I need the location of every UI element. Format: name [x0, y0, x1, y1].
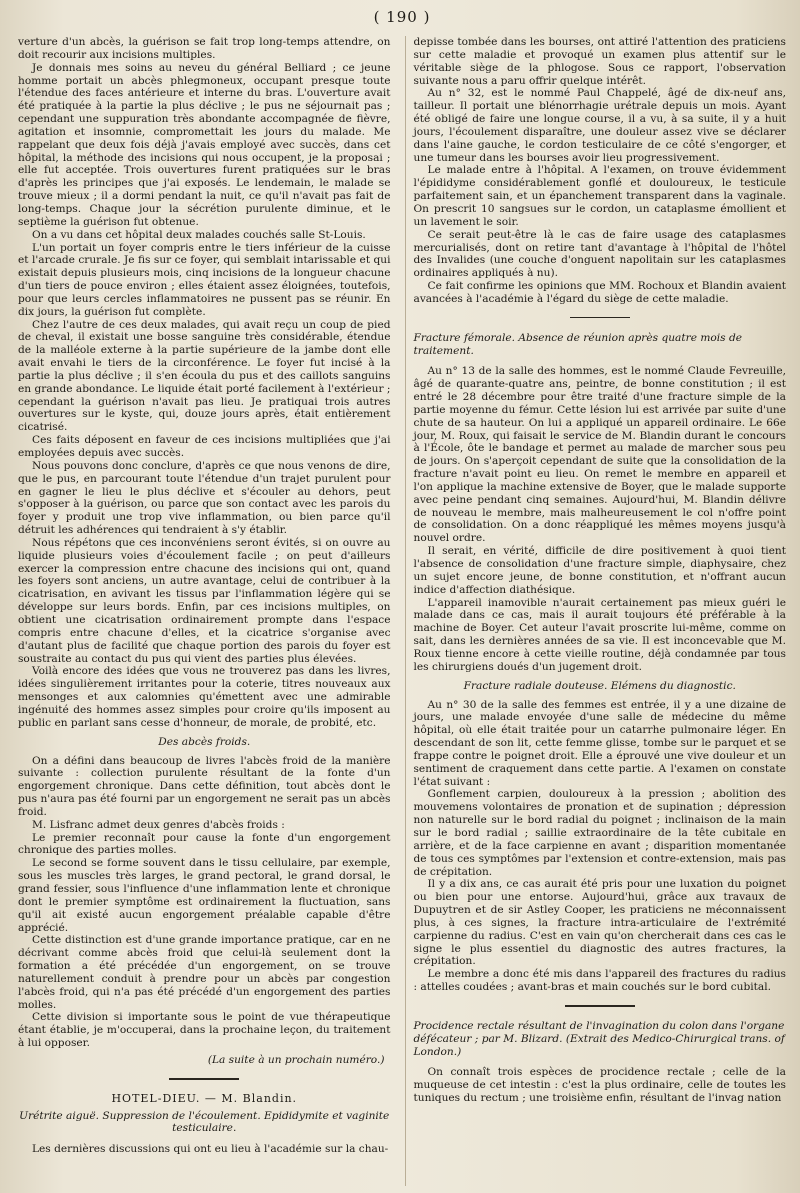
paragraph: Cette distinction est d'une grande importance pratique, car en ne décrivant comme abcès froid que celui-là seulement dont la formation a été précédée d'un engorgement, on se trouve naturellement conduit à prendre pour un abcès par congestion l'abcès froid, qui n'a pas été précédé d'un engorgement des parties molles. [18, 934, 391, 1011]
left-column [18, 36, 391, 1186]
paragraph: Ce serait peut-être là le cas de faire usage des cataplasmes mercurialisés, dont on retire tant d'avantage à l'hôpital de l'hôtel des Invalides (une couche d'onguent napolitain sur les cataplasmes ordinaires appliqués à nu). [413, 228, 786, 280]
paragraph: L'un portait un foyer compris entre le tiers inférieur de la cuisse et l'arcade crurale. Je fis sur ce foyer, qui semblait intarissable et qui existait depuis plusieurs mois, cinq incisions de la longueur chacune d'un tiers de pouce environ ; elles étaient assez éloignées, toutefois, pour que leurs cercles inflammatoires ne pussent pas se réunir. En dix jours, la guérison fut complète. [18, 241, 391, 318]
paragraph: Chez l'autre de ces deux malades, qui avait reçu un coup de pied de cheval, il existait une bosse sanguine très considérable, étendue de la malléole externe à la partie supérieure de la jambe dont elle avait envahi le tiers de la circonférence. Le foyer fut incisé à la partie la plus déclive ; il s'en écoula du pus et des caillots sanguins en grande abondance. Le liquide était porté facilement à l'extérieur ; cependant la guérison n'avait pas lieu. Je pratiquai trois autres ouvertures sur le kyste, qui, douze jours après, était entièrement cicatrisé. [18, 318, 391, 434]
separator-rule [18, 1075, 391, 1083]
article-subtitle: Urétrite aiguë. Suppression de l'écoulement. Epididymite et vaginite testiculaire. [19, 1109, 390, 1135]
page-header [18, 6, 786, 36]
paragraph: Le premier reconnaît pour cause la fonte d'un engorgement chronique des parties molles. [18, 831, 391, 857]
page-number: ( 190 ) [373, 8, 431, 26]
continuation-note: (La suite à un prochain numéro.) [207, 1053, 385, 1066]
paragraph: Il y a dix ans, ce cas aurait été pris pour une luxation du poignet ou bien pour une entorse. Aujourd'hui, grâce aux travaux de Dupuytren et de sir Astley Cooper, les praticiens ne méconnaissent plus, à ces signes, la fracture intra-articulaire de l'extrémité carpienne du radius. C'est en vain qu'on chercherait dans ces cas le signe le plus essentiel du diagnostic des autres fractures, la crépitation. [413, 878, 786, 968]
paragraph: Nous pouvons donc conclure, d'après ce que nous venons de dire, que le pus, en parcourant toute l'étendue d'un trajet purulent pour en gagner le lieu le plus déclive et s'écouler au dehors, peut s'opposer à la guérison, ou parce que son contact avec les parois du foyer y produit une trop vive inflammation, ou bien parce qu'il détruit les adhérences qui tendraient à s'y établir. [18, 459, 391, 537]
section-heading: Des abcès froids. [158, 735, 251, 748]
paragraph: Ces faits déposent en faveur de ces incisions multipliées que j'ai employées depuis avec succès. [18, 434, 391, 459]
paragraph: Le membre a donc été mis dans l'appareil des fractures du radius : attelles coudées ; avant-bras et main couchés sur le bord cubital. [413, 968, 786, 994]
paragraph: Je donnais mes soins au neveu du général Belliard ; ce jeune homme portait un abcès phlegmoneux, occupant presque toute l'étendue des faces antérieure et interne du bras. L'ouverture avait été pratiquée à la partie la plus déclive ; le pus ne séjournait pas ; cependant une suppuration très abondante accompagnée de fièvre, agitation et insomnie, compromettait les jours du malade. Me rappelant que deux fois déjà j'avais employé avec succès, dans cet hôpital, la méthode des incisions qui nous occupent, je la proposai ; elle fut acceptée. Trois ouvertures furent pratiquées sur le bras d'après les principes que j'ai exposés. Le lendemain, le malade se trouve mieux ; il a dormi pendant la nuit, ce qu'il n'avait pas fait de long-temps. Chaque jour la sécrétion purulente diminue, et le septième la guérison fut obtenue. [18, 61, 391, 228]
paragraph: L'appareil inamovible n'aurait certainement pas mieux guéri le malade dans ce cas, mais il aurait toujours été préférable à la machine de Boyer. Cet auteur l'avait proscrite lui-même, comme on sait, dans les dernières années de sa vie. Il est inconcevable que M. Roux tienne encore à cette vieille routine, déjà condamnée par tous les chirurgiens doués d'un jugement droit. [413, 596, 786, 673]
paragraph: Gonflement carpien, douloureux à la pression ; abolition des mouvemens volontaires de pronation et de supination ; dépression non naturelle sur le bord radial du poignet ; inclinaison de la main sur le bord radial ; saillie extraordinaire de la tête cubitale en arrière, et de la face carpienne en avant ; disparition momentanée de tous ces symptômes par l'extension et contre-extension, mais pas de crépitation. [413, 788, 786, 878]
right-column [405, 36, 787, 1186]
article-title: Fracture radiale douteuse. Elémens du diagnostic. [463, 679, 736, 692]
separator-rule [414, 314, 787, 322]
paragraph: On a vu dans cet hôpital deux malades couchés salle St-Louis. [32, 228, 366, 241]
paragraph: Il serait, en vérité, difficile de dire positivement à quoi tient l'absence de consolidation d'une fracture simple, diaphysaire, chez un sujet encore jeune, de bonne constitution, et n'offrant aucun indice d'affection diathésique. [413, 545, 786, 596]
paragraph: Les dernières discussions qui ont eu lieu à l'académie sur la chau- [32, 1143, 389, 1156]
paragraph: Le malade entre à l'hôpital. A l'examen, on trouve évidemment l'épididyme considérablement gonflé et douloureux, le testicule parfaitement sain, et un épanchement transparent dans la vaginale. On prescrit 10 sangsues sur le cordon, un cataplasme émollient et un lavement le soir. [413, 164, 786, 228]
paragraph: On a défini dans beaucoup de livres l'abcès froid de la manière suivante : collection purulente résultant de la fonte d'un engorgement chronique. Dans cette définition, tout abcès dont le pus n'aura pas été fourni par un engorgement ne serait pas un abcès froid. [18, 754, 391, 818]
article-title: Fracture fémorale. Absence de réunion après quatre mois de traitement. [413, 331, 742, 357]
paragraph: Voilà encore des idées que vous ne trouverez pas dans les livres, idées singulièrement irritantes pour la coterie, titres nouveaux aux mensonges et aux calomnies qu'émettent avec une admirable ingénuité des hommes assez simples pour croire qu'ils imposent au public en parlant sans cesse d'honneur, de morale, de probité, etc. [18, 665, 391, 729]
paragraph: Nous répétons que ces inconvéniens seront évités, si on ouvre au liquide plusieurs voies d'écoulement facile ; on peut d'ailleurs exercer la compression entre chacune des incisions qui ont, quand les foyers sont anciens, un autre avantage, celui de contribuer à la cicatrisation, en avivant les tissus par l'inflammation légère qui se développe sur leurs bords. Enfin, par ces incisions multiples, on obtient une cicatrisation ordinairement prompte dans l'espace compris entre chacune d'elles, et la cicatrice s'organise avec d'autant plus de facilité que chaque portion des parois du foyer est soustraite au contact du pus qui vient des parties plus élevées. [18, 536, 391, 665]
paragraph: Au n° 30 de la salle des femmes est entrée, il y a une dizaine de jours, une malade envoyée d'une salle de médecine du même hôpital, où elle était traitée pour un catarrhe pulmonaire léger. En descendant de son lit, cette femme glisse, tombe sur le parquet et se frappe contre le poignet droit. Elle a éprouvé une vive douleur et un sentiment de craquement dans cette partie. A l'examen on constate l'état suivant : [413, 698, 786, 788]
paragraph: Au n° 13 de la salle des hommes, est le nommé Claude Fevreuille, âgé de quarante-quatre ans, peintre, de bonne constitution ; il est entré le 28 décembre pour être traité d'une fracture simple de la partie moyenne du fémur. Cette lésion lui est arrivée par suite d'une chute de sa hauteur. On lui a appliqué un appareil ordinaire. Le 66e jour, M. Roux, qui faisait le service de M. Blandin durant le concours à l'École, ôte le bandage et permet au malade de marcher sous peu de jours. On s'aperçoit cependant de suite que la consolidation de la fracture n'avait point eu lieu. On remet le membre en appareil et l'on applique la machine extensive de Boyer, que le malade supporte avec peine pendant cinq semaines. Aujourd'hui, M. Blandin délivre de nouveau le membre, mais malheureusement le col n'offre point de consolidation. On a donc réappliqué les mêmes moyens jusqu'à nouvel ordre. [413, 365, 786, 545]
paragraph: verture d'un abcès, la guérison se fait trop long-temps attendre, on doit recourir aux incisions multiples. [18, 36, 391, 61]
paragraph: Le second se forme souvent dans le tissu cellulaire, par exemple, sous les muscles très larges, le grand pectoral, le grand dorsal, le grand fessier, sous l'influence d'une inflammation lente et chronique dont le premier symptôme est ordinairement la fluctuation, sans qu'il ait existé aucun engorgement préalable capable d'être apprécié. [18, 857, 391, 934]
paragraph: On connaît trois espèces de procidence rectale ; celle de la muqueuse de cet intestin : c'est la plus ordinaire, celle de toutes les tuniques du rectum ; une troisième enfin, résultant de l'invag nation [413, 1066, 786, 1105]
paragraph: Ce fait confirme les opinions que MM. Rochoux et Blandin avaient avancées à l'académie à l'égard du siège de cette maladie. [413, 280, 786, 305]
paragraph: depisse tombée dans les bourses, ont attiré l'attention des praticiens sur cette maladie et provoqué un examen plus attentif sur le véritable siège de la phlogose. Sous ce rapport, l'observation suivante nous a paru offrir quelque intérêt. [413, 36, 786, 87]
hospital-section-title: HOTEL-DIEU. — M. Blandin. [111, 1091, 298, 1105]
paragraph: M. Lisfranc admet deux genres d'abcès froids : [32, 818, 285, 831]
separator-rule [414, 1002, 787, 1010]
text-columns [18, 36, 786, 1186]
paragraph: Cette division si importante sous le point de vue thérapeutique étant établie, je m'occuperai, dans la prochaine leçon, du traitement à lui opposer. [18, 1011, 391, 1050]
paragraph: Au n° 32, est le nommé Paul Chappelé, âgé de dix-neuf ans, tailleur. Il portait une blénorrhagie urétrale depuis un mois. Ayant été obligé de faire une longue course, il a vu, à sa suite, il y a huit jours, l'écoulement disparaître, une douleur assez vive se déclarer dans l'aine gauche, le cordon testiculaire de ce côté s'engorger, et une tumeur dans les bourses avoir lieu progressivement. [413, 87, 786, 164]
article-title: Procidence rectale résultant de l'invagination du colon dans l'organe défécateur ; par M. Blizard. (Extrait des Medico-Chirurgical trans. of London.) [413, 1019, 785, 1058]
